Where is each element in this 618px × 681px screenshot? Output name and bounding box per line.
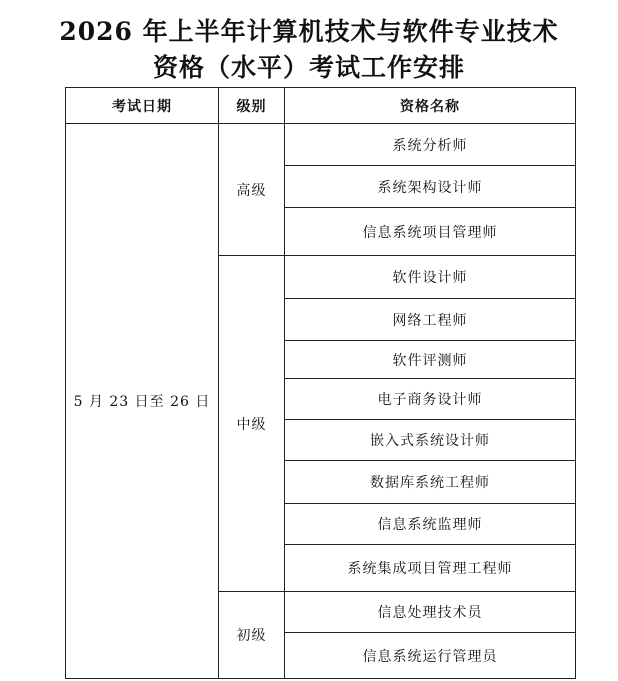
document-title-line1: 2026 年上半年计算机技术与软件专业技术 <box>59 17 559 46</box>
qualification-cell: 嵌入式系统设计师 <box>285 420 576 461</box>
table-header-row <box>66 88 576 124</box>
qualification-cell: 软件设计师 <box>285 256 576 299</box>
header-level: 级别 <box>219 88 285 124</box>
header-qualification: 资格名称 <box>285 88 576 124</box>
table-row <box>66 124 576 166</box>
level-cell-intermediate: 中级 <box>219 256 285 592</box>
document-title-line2: 资格（水平）考试工作安排 <box>152 53 465 82</box>
qualification-cell: 软件评测师 <box>285 341 576 379</box>
exam-date-cell: 5 月 23 日至 26 日 <box>66 124 219 679</box>
qualification-cell: 数据库系统工程师 <box>285 461 576 504</box>
qualification-cell: 信息系统运行管理员 <box>285 633 576 679</box>
qualification-cell: 系统分析师 <box>285 124 576 166</box>
level-cell-junior: 初级 <box>219 592 285 679</box>
level-cell-advanced: 高级 <box>219 124 285 256</box>
qualification-cell: 信息系统项目管理师 <box>285 208 576 256</box>
exam-schedule-table <box>65 87 576 679</box>
header-exam-date: 考试日期 <box>66 88 219 124</box>
qualification-cell: 信息系统监理师 <box>285 504 576 545</box>
qualification-cell: 电子商务设计师 <box>285 379 576 420</box>
qualification-cell: 系统架构设计师 <box>285 166 576 208</box>
qualification-cell: 系统集成项目管理工程师 <box>285 545 576 592</box>
qualification-cell: 信息处理技术员 <box>285 592 576 633</box>
qualification-cell: 网络工程师 <box>285 299 576 341</box>
